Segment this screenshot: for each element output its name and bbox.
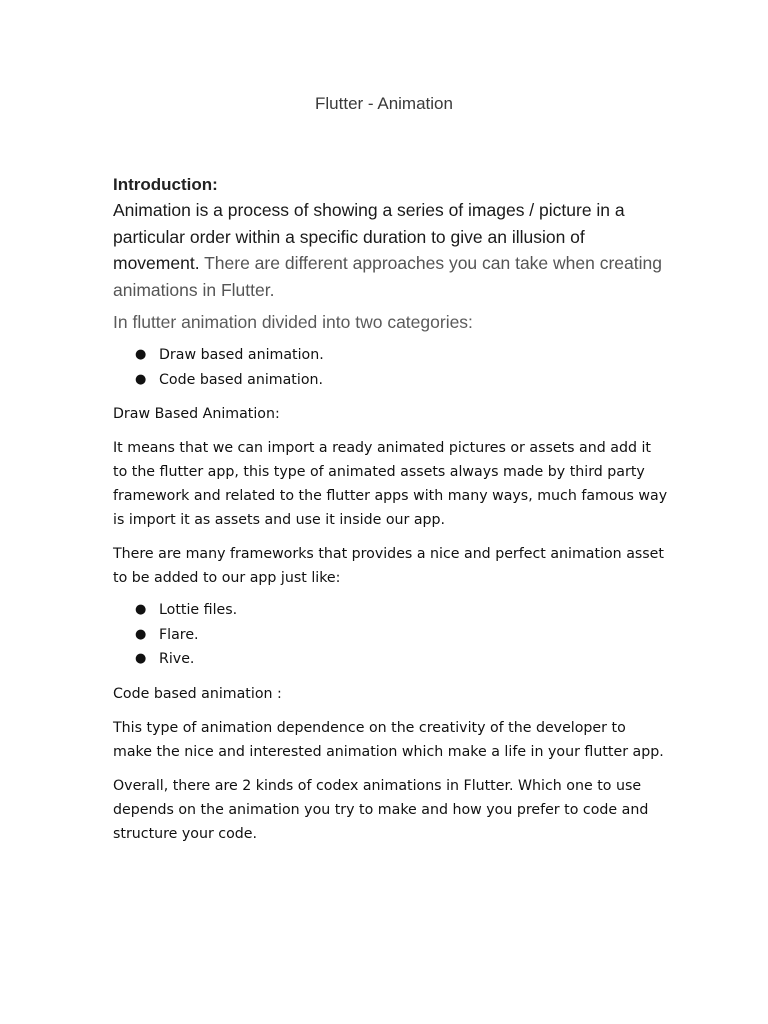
introduction-text: [113, 197, 668, 303]
list-item-text: Draw based animation.: [159, 347, 324, 363]
code-based-paragraph: This type of animation dependence on the creativity of the developer to make the nice and interested animation which make a life in your flutter app.: [113, 719, 664, 760]
introduction-heading: Introduction:: [113, 175, 218, 194]
list-item-text: Rive.: [159, 651, 195, 667]
list-item: [135, 368, 668, 393]
draw-based-paragraph-2: There are many frameworks that provides a nice and perfect animation asset to be added to our app just like:: [113, 546, 664, 586]
document-content: [113, 173, 668, 846]
list-item: [135, 647, 668, 672]
list-item: [135, 623, 668, 648]
list-item-text: Flare.: [159, 626, 199, 643]
draw-based-paragraph-1: It means that we can import a ready animated pictures or assets and add it to the flutter app, this type of animated assets always made by third party framework and related to the flutter apps with many ways, much famous way is import it as assets and use it inside our app.: [113, 440, 668, 528]
list-item-text: Lottie files.: [159, 602, 238, 618]
document-title: Flutter - Animation: [315, 94, 453, 113]
list-item: [135, 598, 668, 623]
list-item-text: Code based animation.: [159, 371, 323, 388]
introduction-text-part-2: There are different approaches you can take when creating animations in Flutter.: [113, 253, 662, 300]
overall-paragraph: Overall, there are 2 kinds of codex animations in Flutter. Which one to use depends on the animation you try to make and how you prefer to code and structure your code.: [113, 777, 649, 842]
bullet-icon: ●: [135, 651, 147, 666]
categories-line: In flutter animation divided into two categories:: [113, 312, 473, 332]
list-item: [135, 343, 668, 368]
bullet-icon: ●: [135, 602, 147, 617]
bullet-icon: ●: [135, 626, 147, 642]
frameworks-list: [113, 598, 668, 672]
code-based-heading: Code based animation :: [113, 685, 282, 702]
bullet-icon: ●: [135, 347, 147, 362]
bullet-icon: ●: [135, 371, 147, 387]
draw-based-heading: Draw Based Animation:: [113, 406, 280, 422]
introduction-text-part-1: Animation is a process of showing a series of images / picture in a particular order within a specific duration to give an illusion of movement.: [113, 200, 625, 273]
categories-list: [113, 343, 668, 392]
